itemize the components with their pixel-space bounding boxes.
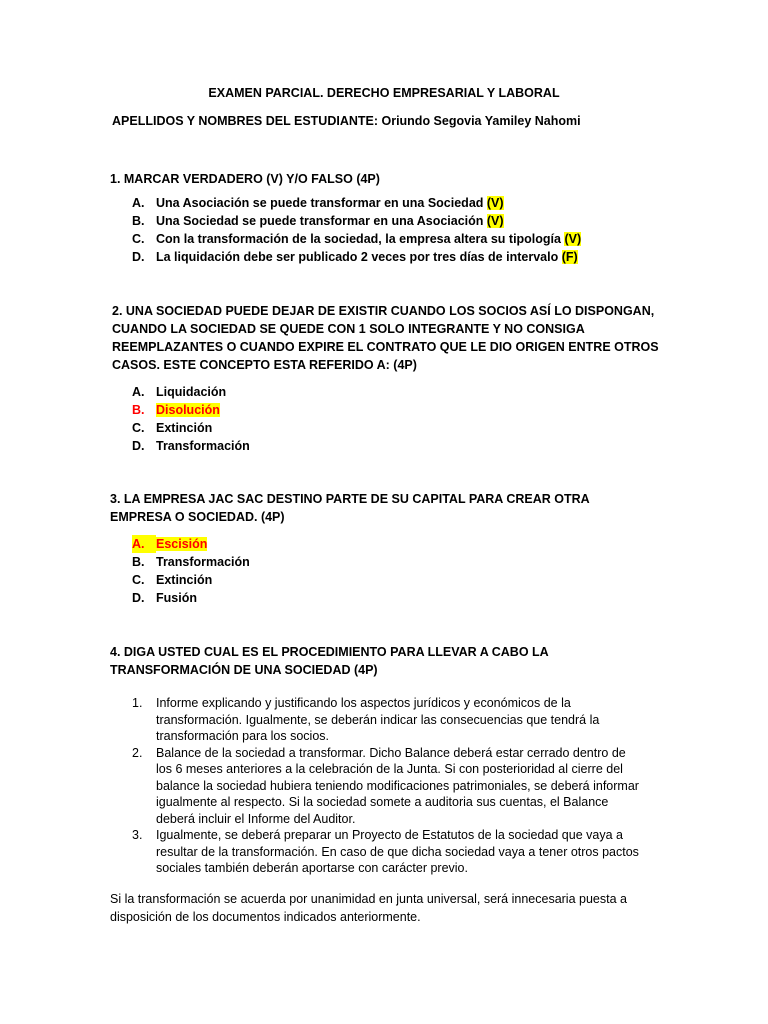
q2-heading: 2. UNA SOCIEDAD PUEDE DEJAR DE EXISTIR CUANDO LOS SOCIOS ASÍ LO DISPONGAN, CUANDO LA SOCIEDAD SE QUEDE CON 1 SOLO INTEGRANTE Y NO CONSIGA REEMPLAZANTES O CUANDO EXPIRE EL CONTRATO QUE LE DIO ORIGEN ENTRE OTROS CASOS. ESTE CONCEPTO ESTA REFERIDO A: (4P) <box>112 304 659 372</box>
q1-answer-d: (F) <box>561 250 578 264</box>
q1-answer-a: (V) <box>486 196 504 210</box>
q2-option-d: D. Transformación <box>132 439 250 453</box>
q4-step-2: 2. Balance de la sociedad a transformar. Dicho Balance deberá estar cerrado dentro de los 6 meses anteriores a la celebración de la Junta. Si con posterioridad al cierre del balance la sociedad hubiera teniendo modificaciones patrimoniales, se deberá informar igualmente al respecto. Si la sociedad somete a auditoria sus cuentas, el Balance deberá incluir el Informe del Auditor. <box>132 745 639 826</box>
q2-option-a: A. Liquidación <box>132 385 227 399</box>
student-name: APELLIDOS Y NOMBRES DEL ESTUDIANTE: Oriundo Segovia Yamiley Nahomi <box>112 114 581 128</box>
q1-answer-c: (V) <box>564 232 582 246</box>
q2-options <box>132 383 250 455</box>
q1-item-a: A. Una Asociación se puede transformar en una Sociedad (V) <box>132 196 504 210</box>
q3-option-a-selected: A. Escisión <box>132 537 208 551</box>
q2-option-b-selected: B. Disolución <box>132 403 220 417</box>
q3-option-d: D. Fusión <box>132 591 197 605</box>
q1-item-c: C. Con la transformación de la sociedad, la empresa altera su tipología (V) <box>132 232 582 246</box>
q3-option-b: B. Transformación <box>132 555 250 569</box>
q1-answer-b: (V) <box>486 214 504 228</box>
q1-item-d: D. La liquidación debe ser publicado 2 veces por tres días de intervalo (F) <box>132 250 578 264</box>
q4-step-3: 3. Igualmente, se deberá preparar un Proyecto de Estatutos de la sociedad que vaya a resultar de la transformación. En caso de que dicha sociedad vaya a tener otros pactos sociales también deberán aportarse con carácter previo. <box>132 828 639 875</box>
q1-items <box>132 194 581 266</box>
q3-heading: 3. LA EMPRESA JAC SAC DESTINO PARTE DE SU CAPITAL PARA CREAR OTRA EMPRESA O SOCIEDAD. (4P) <box>110 492 590 524</box>
q4-steps <box>132 695 642 877</box>
q2-option-c: C. Extinción <box>132 421 213 435</box>
q4-step-1: 1. Informe explicando y justificando los aspectos jurídicos y económicos de la transformación. Igualmente, se deberán indicar las consecuencias que tendrá la transformación para los socios. <box>132 696 600 743</box>
q4-closing: Si la transformación se acuerda por unanimidad en junta universal, será innecesaria puesta a disposición de los documentos indicados anteriormente. <box>110 892 627 924</box>
q1-item-b: B. Una Sociedad se puede transformar en una Asociación (V) <box>132 214 504 228</box>
q3-option-c: C. Extinción <box>132 573 213 587</box>
exam-title: EXAMEN PARCIAL. DERECHO EMPRESARIAL Y LABORAL <box>208 86 560 100</box>
q1-heading: 1. MARCAR VERDADERO (V) Y/O FALSO (4P) <box>110 172 380 186</box>
q3-options <box>132 535 250 607</box>
q4-heading: 4. DIGA USTED CUAL ES EL PROCEDIMIENTO PARA LLEVAR A CABO LA TRANSFORMACIÓN DE UNA SOCIEDAD (4P) <box>110 645 549 677</box>
